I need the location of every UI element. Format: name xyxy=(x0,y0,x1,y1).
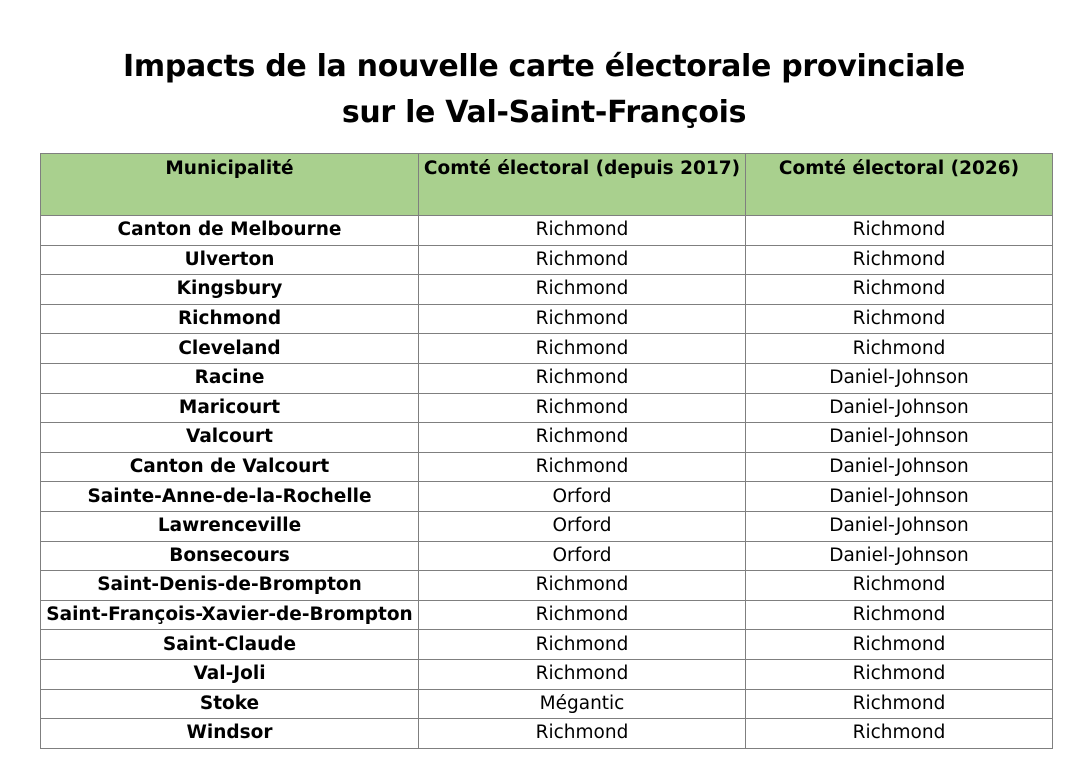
title-line-1: Impacts de la nouvelle carte électorale provinciale xyxy=(123,49,965,85)
county-2017-cell: Orford xyxy=(419,511,746,541)
table-row xyxy=(41,363,1053,393)
header-comte-2017: Comté électoral (depuis 2017) xyxy=(419,154,746,216)
county-2017-cell: Richmond xyxy=(419,304,746,334)
municipality-cell: Richmond xyxy=(41,304,419,334)
header-municipalite: Municipalité xyxy=(41,154,419,216)
county-2017-cell: Richmond xyxy=(419,659,746,689)
table-row xyxy=(41,689,1053,719)
county-2026-cell: Daniel-Johnson xyxy=(746,452,1053,482)
municipality-cell: Kingsbury xyxy=(41,275,419,305)
page-title xyxy=(0,44,1088,136)
municipality-cell: Sainte-Anne-de-la-Rochelle xyxy=(41,482,419,512)
municipality-cell: Stoke xyxy=(41,689,419,719)
county-2017-cell: Mégantic xyxy=(419,689,746,719)
table-row xyxy=(41,600,1053,630)
county-2017-cell: Orford xyxy=(419,482,746,512)
municipality-cell: Ulverton xyxy=(41,245,419,275)
county-2017-cell: Richmond xyxy=(419,600,746,630)
table-row xyxy=(41,541,1053,571)
county-2017-cell: Richmond xyxy=(419,719,746,749)
county-2026-cell: Richmond xyxy=(746,216,1053,246)
county-2026-cell: Richmond xyxy=(746,689,1053,719)
county-2017-cell: Richmond xyxy=(419,423,746,453)
electoral-map-table xyxy=(40,153,1053,749)
county-2026-cell: Daniel-Johnson xyxy=(746,541,1053,571)
county-2026-cell: Richmond xyxy=(746,600,1053,630)
county-2026-cell: Daniel-Johnson xyxy=(746,511,1053,541)
table-row xyxy=(41,571,1053,601)
municipality-cell: Lawrenceville xyxy=(41,511,419,541)
table-header-row xyxy=(41,154,1053,216)
table-row xyxy=(41,423,1053,453)
county-2026-cell: Richmond xyxy=(746,334,1053,364)
county-2017-cell: Richmond xyxy=(419,216,746,246)
county-2026-cell: Daniel-Johnson xyxy=(746,482,1053,512)
table-row xyxy=(41,393,1053,423)
table-body xyxy=(41,216,1053,749)
table-row xyxy=(41,511,1053,541)
municipality-cell: Canton de Melbourne xyxy=(41,216,419,246)
table-row xyxy=(41,275,1053,305)
table-row xyxy=(41,334,1053,364)
county-2026-cell: Richmond xyxy=(746,719,1053,749)
table-row xyxy=(41,245,1053,275)
table-row xyxy=(41,719,1053,749)
county-2017-cell: Richmond xyxy=(419,275,746,305)
municipality-cell: Canton de Valcourt xyxy=(41,452,419,482)
county-2026-cell: Daniel-Johnson xyxy=(746,393,1053,423)
county-2017-cell: Richmond xyxy=(419,334,746,364)
municipality-cell: Valcourt xyxy=(41,423,419,453)
header-comte-2026: Comté électoral (2026) xyxy=(746,154,1053,216)
municipality-cell: Maricourt xyxy=(41,393,419,423)
municipality-cell: Saint-François-Xavier-de-Brompton xyxy=(41,600,419,630)
county-2026-cell: Richmond xyxy=(746,630,1053,660)
county-2026-cell: Richmond xyxy=(746,245,1053,275)
municipality-cell: Saint-Claude xyxy=(41,630,419,660)
county-2026-cell: Daniel-Johnson xyxy=(746,363,1053,393)
county-2017-cell: Richmond xyxy=(419,571,746,601)
municipality-cell: Bonsecours xyxy=(41,541,419,571)
county-2017-cell: Richmond xyxy=(419,393,746,423)
municipality-cell: Cleveland xyxy=(41,334,419,364)
title-line-2: sur le Val-Saint-François xyxy=(341,95,747,131)
county-2026-cell: Richmond xyxy=(746,659,1053,689)
county-2017-cell: Richmond xyxy=(419,452,746,482)
municipality-cell: Saint-Denis-de-Brompton xyxy=(41,571,419,601)
county-2017-cell: Richmond xyxy=(419,245,746,275)
table-row xyxy=(41,304,1053,334)
municipality-cell: Racine xyxy=(41,363,419,393)
table-row xyxy=(41,216,1053,246)
municipality-cell: Windsor xyxy=(41,719,419,749)
county-2026-cell: Richmond xyxy=(746,571,1053,601)
municipality-cell: Val-Joli xyxy=(41,659,419,689)
county-2026-cell: Daniel-Johnson xyxy=(746,423,1053,453)
county-2017-cell: Richmond xyxy=(419,630,746,660)
table-row xyxy=(41,482,1053,512)
county-2026-cell: Richmond xyxy=(746,304,1053,334)
county-2017-cell: Richmond xyxy=(419,363,746,393)
table-row xyxy=(41,452,1053,482)
table-row xyxy=(41,630,1053,660)
county-2017-cell: Orford xyxy=(419,541,746,571)
county-2026-cell: Richmond xyxy=(746,275,1053,305)
table-row xyxy=(41,659,1053,689)
